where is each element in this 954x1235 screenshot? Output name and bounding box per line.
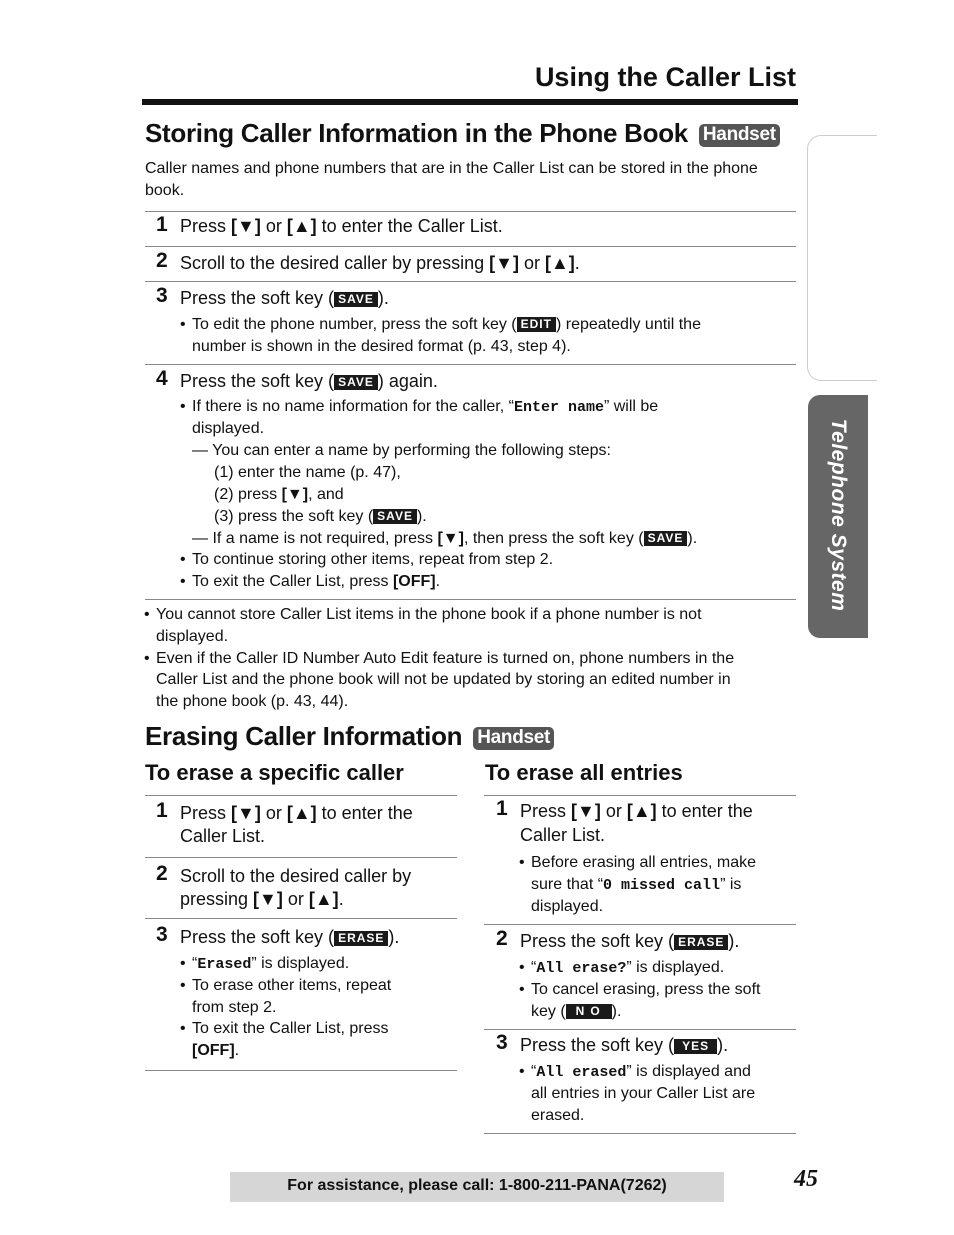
handset-badge: Handset	[473, 727, 554, 750]
bullet: • “All erased” is displayed and	[519, 1063, 751, 1081]
text: or	[260, 803, 287, 823]
bullet: • If there is no name information for the caller, “Enter name” will be	[180, 398, 659, 416]
bullet: • “Erased” is displayed.	[180, 955, 350, 973]
text: ).	[416, 508, 427, 525]
rule	[145, 918, 457, 919]
text: ).	[687, 530, 698, 547]
up-key-label: [▲]	[286, 216, 317, 236]
up-key-label: [▲]	[286, 803, 317, 823]
up-key-label: [▲]	[308, 889, 339, 909]
rule	[145, 857, 457, 858]
text: .	[574, 253, 580, 273]
step-number: 2	[156, 862, 168, 885]
bullet-cont	[192, 1040, 239, 1062]
text: or	[260, 216, 287, 236]
sub-item	[214, 506, 427, 528]
text: key (	[531, 1003, 566, 1020]
section-title-erasing	[145, 721, 554, 752]
rule	[145, 795, 457, 796]
sub-item: — You can enter a name by performing the following steps:	[192, 442, 611, 459]
text: Press the soft key (	[520, 931, 675, 951]
text: .	[435, 573, 441, 590]
text: ).	[388, 927, 400, 947]
note-cont: Caller List and the phone book will not be updated by storing an edited number in	[156, 671, 731, 688]
up-key-label: [▲]	[626, 801, 657, 821]
rule	[145, 599, 796, 600]
off-key-label: [OFF]	[392, 573, 436, 590]
save-softkey-label: SAVE	[334, 292, 378, 307]
text: .	[338, 889, 344, 909]
text: Press	[180, 803, 232, 823]
sub-item	[214, 484, 344, 506]
rule	[484, 924, 796, 925]
text: ).	[717, 1035, 729, 1055]
rule	[145, 1070, 457, 1071]
section-title-storing	[145, 118, 780, 149]
step-number: 3	[156, 284, 168, 307]
text: ” is displayed.	[251, 955, 350, 972]
text: Scroll to the desired caller by pressing	[180, 253, 490, 273]
page-header-title: Using the Caller List	[534, 62, 796, 92]
side-tab-label: Telephone System	[827, 418, 850, 612]
rule	[484, 1133, 796, 1134]
display-text: All erased	[536, 1064, 627, 1081]
right-step-1-cont: Caller List.	[520, 825, 606, 845]
text: You cannot store Caller List items in the phone book if a phone number is not	[156, 606, 702, 623]
bullet-cont: displayed.	[531, 898, 604, 915]
section-title-text: Erasing Caller Information	[145, 721, 463, 751]
sub-item	[192, 528, 697, 550]
bullet: • To continue storing other items, repeat from step 2.	[180, 551, 554, 568]
text: or	[282, 889, 309, 909]
header-rule	[142, 99, 798, 105]
down-key-label: [▼]	[489, 253, 519, 273]
sub-item: (1) enter the name (p. 47),	[214, 464, 401, 481]
text: (2) press	[214, 486, 282, 503]
text: “	[192, 955, 198, 972]
text: ” is displayed and	[626, 1063, 751, 1080]
text: To cancel erasing, press the soft	[531, 981, 761, 998]
text: To exit the Caller List, press	[192, 573, 393, 590]
text: ” will be	[603, 398, 659, 415]
rule	[145, 364, 796, 365]
step-1-text	[180, 215, 503, 237]
text: to enter the	[656, 801, 753, 821]
erase-softkey-label: ERASE	[334, 931, 388, 946]
text: , then press the soft key (	[463, 530, 644, 547]
step-number: 2	[156, 249, 168, 272]
bullet: • To cancel erasing, press the soft	[519, 981, 761, 998]
handset-badge: Handset	[699, 124, 780, 147]
up-key-label: [▲]	[544, 253, 575, 273]
footer-assistance-text: For assistance, please call: 1-800-211-PANA(7262)	[287, 1177, 667, 1194]
text: To edit the phone number, press the soft key (	[192, 316, 517, 333]
bullet: • To erase other items, repeat	[180, 977, 392, 994]
right-step-2	[520, 930, 739, 952]
rule	[145, 281, 796, 282]
text: to enter the Caller List.	[316, 216, 503, 236]
note: • You cannot store Caller List items in the phone book if a phone number is not	[144, 606, 702, 623]
left-step-3	[180, 926, 399, 948]
text: ).	[377, 288, 389, 308]
intro-paragraph: Caller names and phone numbers that are in the Caller List can be stored in the phone book.	[145, 160, 758, 199]
left-step-1	[180, 802, 413, 824]
step-2-text	[180, 252, 580, 274]
save-softkey-label: SAVE	[373, 509, 417, 524]
display-text: All erase?	[536, 960, 627, 977]
left-column-heading: To erase a specific caller	[145, 760, 404, 785]
display-text: Enter name	[513, 399, 604, 416]
note-cont: displayed.	[156, 628, 229, 645]
right-step-3	[520, 1034, 728, 1056]
note: • Even if the Caller ID Number Auto Edit feature is turned on, phone numbers in the	[144, 650, 735, 667]
bullet: • To exit the Caller List, press [OFF].	[180, 573, 441, 590]
text: Press the soft key (	[180, 288, 335, 308]
bullet-cont: erased.	[531, 1107, 585, 1124]
text: pressing	[180, 889, 254, 909]
text: sure that “	[531, 876, 604, 893]
bullet: • Before erasing all entries, make	[519, 854, 756, 871]
step-number: 3	[496, 1031, 508, 1054]
left-step-1-cont: Caller List.	[180, 826, 266, 846]
text: “	[531, 1063, 537, 1080]
bullet: • To exit the Caller List, press	[180, 1020, 389, 1037]
step-number: 1	[496, 797, 508, 820]
text: Press	[520, 801, 572, 821]
yes-softkey-label: YES	[674, 1039, 717, 1054]
step-number: 2	[496, 927, 508, 950]
text: ” is displayed.	[626, 959, 725, 976]
rule	[484, 795, 796, 796]
text: ” is	[720, 876, 742, 893]
side-tab	[808, 395, 868, 638]
text: “	[531, 959, 537, 976]
text: Press the soft key (	[520, 1035, 675, 1055]
save-softkey-label: SAVE	[644, 531, 688, 546]
down-key-label: [▼]	[281, 486, 309, 503]
text: ).	[611, 1003, 622, 1020]
text: ) repeatedly until the	[555, 316, 701, 333]
step-4-text	[180, 370, 438, 392]
step-number: 3	[156, 923, 168, 946]
text: ).	[728, 931, 740, 951]
bullet-cont: from step 2.	[192, 999, 277, 1016]
left-step-2-cont	[180, 888, 344, 910]
save-softkey-label: SAVE	[334, 375, 378, 390]
bullet-cont	[531, 1001, 621, 1023]
rule	[145, 246, 796, 247]
off-key-label: [OFF]	[192, 1042, 235, 1059]
down-key-label: [▼]	[437, 530, 464, 547]
step-3-text	[180, 287, 389, 309]
down-key-label: [▼]	[231, 803, 261, 823]
text: Press the soft key (	[180, 371, 335, 391]
erase-softkey-label: ERASE	[674, 935, 728, 950]
page-number: 45	[794, 1166, 818, 1192]
rule	[145, 211, 796, 212]
text: To continue storing other items, repeat from step 2.	[192, 551, 554, 568]
step-number: 1	[156, 213, 168, 236]
rule	[484, 1029, 796, 1030]
text: To erase other items, repeat	[192, 977, 392, 994]
edit-softkey-label: EDIT	[517, 317, 556, 332]
text: or	[600, 801, 627, 821]
side-tab-outline	[807, 135, 877, 381]
bullet-cont: all entries in your Caller List are	[531, 1085, 756, 1102]
text: .	[234, 1042, 240, 1059]
bullet: • “All erase?” is displayed.	[519, 959, 725, 977]
down-key-label: [▼]	[571, 801, 601, 821]
footer-assistance-bar	[230, 1172, 724, 1202]
section-title-text: Storing Caller Information in the Phone Book	[145, 118, 688, 148]
text: to enter the	[316, 803, 413, 823]
no-softkey-label: NO	[566, 1004, 612, 1019]
down-key-label: [▼]	[231, 216, 261, 236]
bullet-cont	[531, 874, 741, 897]
text: or	[518, 253, 545, 273]
bullet: • To edit the phone number, press the soft key ( EDIT ) repeatedly until the	[180, 316, 701, 333]
down-key-label: [▼]	[253, 889, 283, 909]
note-cont: the phone book (p. 43, 44).	[156, 693, 349, 710]
display-text: 0 missed call	[603, 877, 721, 894]
text: ) again.	[377, 371, 438, 391]
right-column-heading: To erase all entries	[485, 760, 683, 785]
step-number: 1	[156, 799, 168, 822]
step-number: 4	[156, 367, 168, 390]
right-step-1	[520, 800, 753, 822]
text: , and	[308, 486, 344, 503]
bullet-cont: number is shown in the desired format (p. 43, step 4).	[192, 338, 571, 355]
bullet-cont: displayed.	[192, 420, 265, 437]
text: To exit the Caller List, press	[192, 1020, 389, 1037]
display-text: Erased	[197, 956, 252, 973]
text: If there is no name information for the caller, “	[192, 398, 514, 415]
text: Press	[180, 216, 232, 236]
text: — If a name is not required, press	[192, 530, 438, 547]
text: (3) press the soft key (	[214, 508, 374, 525]
text: Even if the Caller ID Number Auto Edit feature is turned on, phone numbers in the	[156, 650, 735, 667]
left-step-2: Scroll to the desired caller by	[180, 866, 412, 886]
text: Before erasing all entries, make	[531, 854, 756, 871]
text: Press the soft key (	[180, 927, 335, 947]
